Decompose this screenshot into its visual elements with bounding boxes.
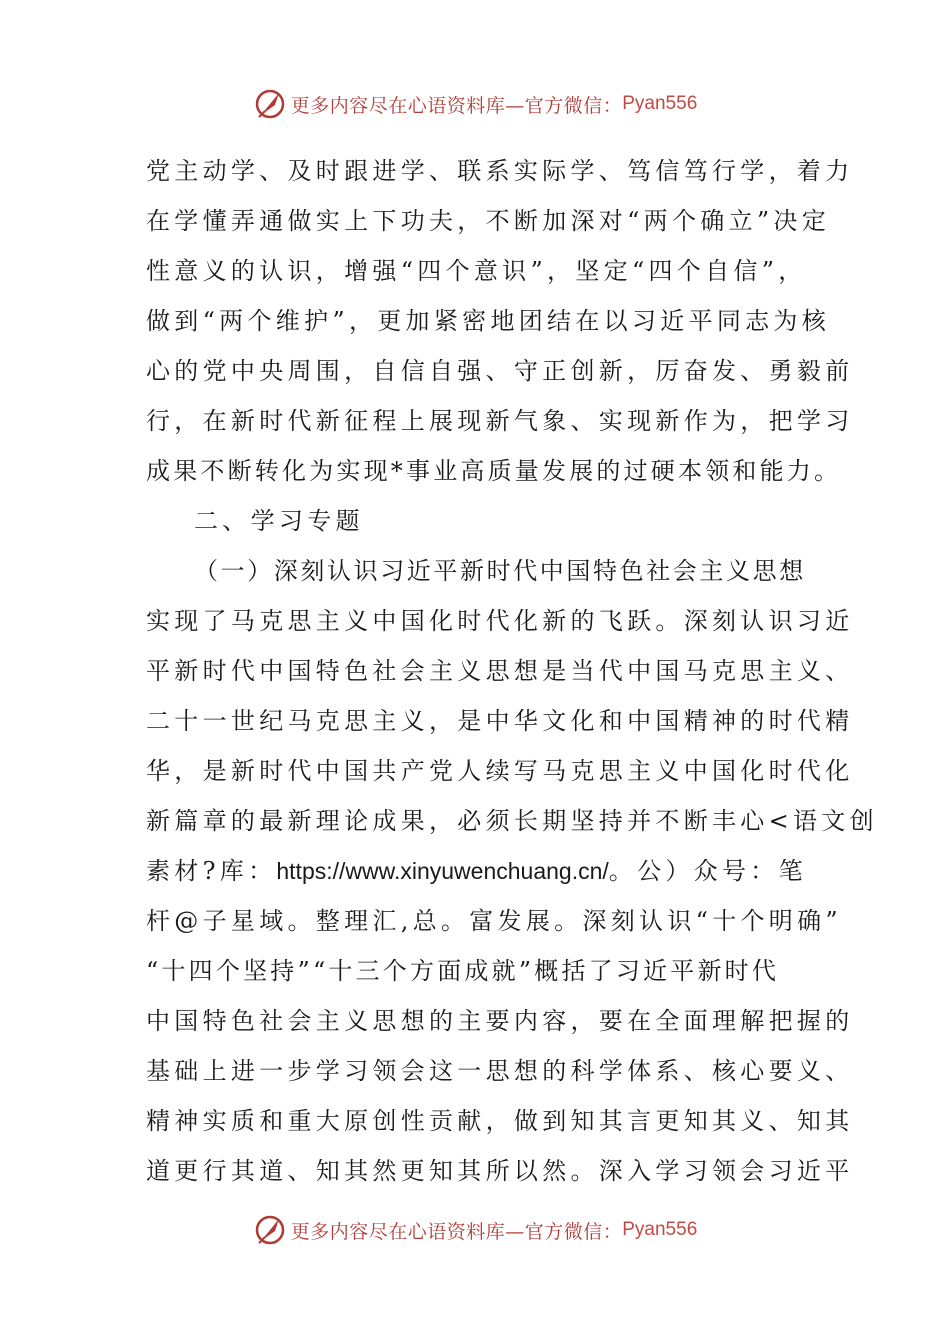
text-line: 道更行其道、知其然更知其所以然。深入学习领会习近平: [146, 1157, 854, 1185]
text-line: 心的党中央周围，自信自强、守正创新，厉奋发、勇毅前: [146, 357, 854, 385]
text-line: 在学懂弄通做实上下功夫，不断加深对“两个确立”决定: [146, 207, 831, 235]
section-heading: 二、学习专题: [194, 507, 364, 535]
quill-logo-icon: [253, 1213, 287, 1247]
text-line: 成果不断转化为实现*事业高质量发展的过硬本领和能力。: [146, 457, 842, 485]
text-line: 性意义的认识，增强“四个意识”，坚定“四个自信”，: [146, 257, 807, 285]
text-line: “十四个坚持”“十三个方面成就”概括了习近平新时代: [146, 957, 780, 985]
text-line: 实现了马克思主义中国化时代化新的飞跃。深刻认识习近: [146, 607, 854, 635]
text-line: 行，在新时代新征程上展现新气象、实现新作为，把学习: [146, 407, 854, 435]
text-line: 华，是新时代中国共产党人续写马克思主义中国化时代化: [146, 757, 854, 785]
text-line: 中国特色社会主义思想的主要内容，要在全面理解把握的: [146, 1007, 854, 1035]
text-line: 做到“两个维护”，更加紧密地团结在以习近平同志为核: [146, 307, 831, 335]
header-banner: [0, 84, 950, 124]
text-line: 基础上进一步学习领会这一思想的科学体系、核心要义、: [146, 1057, 854, 1085]
quill-logo-icon: [253, 87, 287, 121]
text-line: 平新时代中国特色社会主义思想是当代中国马克思主义、: [146, 657, 854, 685]
banner-wechat-id: Pyan556: [622, 1219, 698, 1240]
text-line: 杆@子星域。整理汇,总。富发展。深刻认识“十个明确”: [146, 907, 842, 935]
banner-wechat-id: Pyan556: [622, 93, 698, 114]
url-suffix: 。公）众号：笔: [608, 857, 807, 885]
document-body: [146, 146, 878, 1196]
text-line: 新篇章的最新理论成果，必须长期坚持并不断丰心<语文创: [146, 807, 878, 835]
text-line-url: [146, 846, 806, 896]
banner-text: 更多内容尽在心语资料库—官方微信：: [290, 1220, 623, 1243]
banner-text: 更多内容尽在心语资料库—官方微信：: [290, 94, 623, 117]
url-prefix: 素材?库：: [146, 857, 277, 885]
text-line: 党主动学、及时跟进学、联系实际学、笃信笃行学，着力: [146, 157, 854, 185]
website-link[interactable]: https://www.xinyuwenchuang.cn/: [276, 858, 609, 884]
text-line: 精神实质和重大原创性贡献，做到知其言更知其义、知其: [146, 1107, 854, 1135]
text-line: 二十一世纪马克思主义，是中华文化和中国精神的时代精: [146, 707, 854, 735]
footer-banner: [0, 1210, 950, 1250]
subsection-heading: （一）深刻认识习近平新时代中国特色社会主义思想: [194, 557, 806, 585]
